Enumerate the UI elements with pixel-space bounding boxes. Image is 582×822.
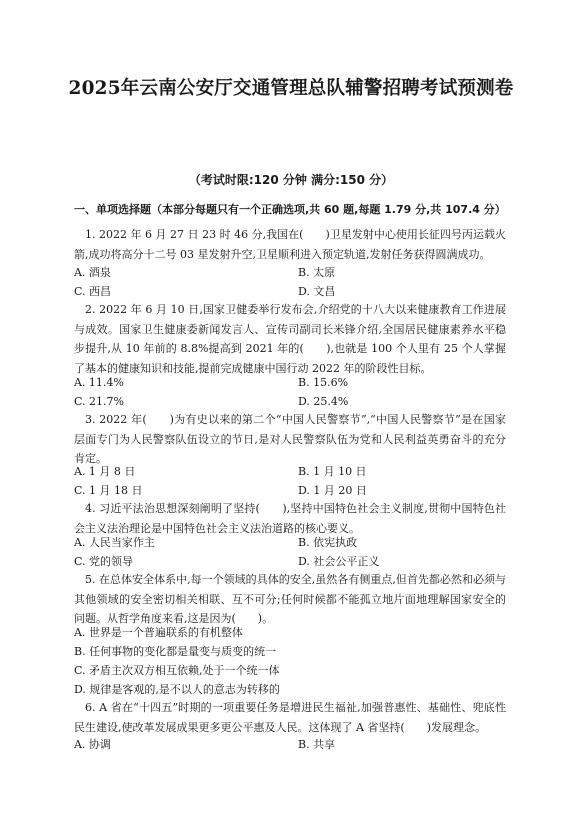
question-2-option-a: A. 11.4% (74, 376, 124, 389)
question-5-option-c: C. 矛盾主次双方相互依赖,处于一个统一体 (74, 664, 280, 677)
question-2-option-d: D. 25.4% (298, 395, 349, 408)
question-4-option-d: D. 社会公平正义 (298, 555, 380, 568)
question-1-option-c: C. 西昌 (74, 285, 112, 298)
question-4-option-b: B. 依宪执政 (298, 536, 358, 549)
question-2-stem: 2. 2022 年 6 月 10 日,国家卫健委举行发布会,介绍党的十八大以来健康教育工作进展与成效。国家卫生健康委新闻发言人、宣传司副司长米锋介绍,全国居民健康素养水平稳步提升,从 10 年前的 8.8%提高到 2021 年的( ),也就是 100 个人里有 25 个人掌握了基本的健康知识和技能,提前完成健康中国行动 2022 年的阶段性目标。 (74, 303, 506, 375)
question-4-option-a: A. 人民当家作主 (74, 536, 155, 549)
question-1-option-b: B. 太原 (298, 266, 336, 279)
question-4-stem: 4. 习近平法治思想深刻阐明了坚持( ),坚持中国特色社会主义制度,贯彻中国特色社会主义法治理论是中国特色社会主义法治道路的核心要义。 (74, 502, 506, 535)
question-2-option-b: B. 15.6% (298, 376, 349, 389)
page-title: 2025年云南公安厅交通管理总队辅警招聘考试预测卷 (68, 78, 514, 99)
question-6-stem: 6. A 省在“十四五”时期的一项重要任务是增进民生福祉,加强普惠性、基础性、兜底性民生建设,使改革发展成果更多更公平惠及人民。这体现了 A 省坚持( )发展理念。 (74, 701, 506, 734)
question-3-option-b: B. 1 月 10 日 (298, 465, 367, 478)
question-3-option-a: A. 1 月 8 日 (74, 465, 136, 478)
question-3-option-c: C. 1 月 18 日 (74, 484, 143, 497)
exam-time-and-score: （考试时限:120 分钟 满分:150 分） (188, 173, 394, 187)
question-6-option-a: A. 协调 (74, 738, 111, 751)
question-2-option-c: C. 21.7% (74, 395, 124, 408)
question-5-option-a: A. 世界是一个普遍联系的有机整体 (74, 626, 243, 639)
question-6-option-b: B. 共享 (298, 738, 336, 751)
question-3-stem: 3. 2022 年( )为有史以来的第二个“中国人民警察节”,“中国人民警察节”是在国家层面专门为人民警察队伍设立的节日,是对人民警察队伍为党和人民利益英勇奋斗的充分肯定。 (74, 413, 506, 465)
question-1-option-a: A. 酒泉 (74, 266, 111, 279)
question-1-option-d: D. 文昌 (298, 285, 336, 298)
section-heading: 一、单项选择题（本部分每题只有一个正确选项,共 60 题,每题 1.79 分,共 107.4 分） (74, 203, 506, 216)
question-5-option-b: B. 任何事物的变化都是量变与质变的统一 (74, 645, 277, 658)
question-4-option-c: C. 党的领导 (74, 555, 134, 568)
question-5-option-d: D. 规律是客观的,是不以人的意志为转移的 (74, 683, 280, 696)
question-5-stem: 5. 在总体安全体系中,每一个领域的具体的安全,虽然各有侧重点,但首先都必然和必须与其他领域的安全密切相关相联、互不可分;任何时候都不能孤立地片面地理解国家安全的问题。从哲学角度来看,这是因为( )。 (74, 573, 506, 625)
question-1-stem: 1. 2022 年 6 月 27 日 23 时 46 分,我国在( )卫星发射中心使用长征四号丙运载火箭,成功将高分十二号 03 星发射升空,卫星顺利进入预定轨道,发射任务获得圆满成功。 (74, 228, 506, 261)
question-3-option-d: D. 1 月 20 日 (298, 484, 367, 497)
